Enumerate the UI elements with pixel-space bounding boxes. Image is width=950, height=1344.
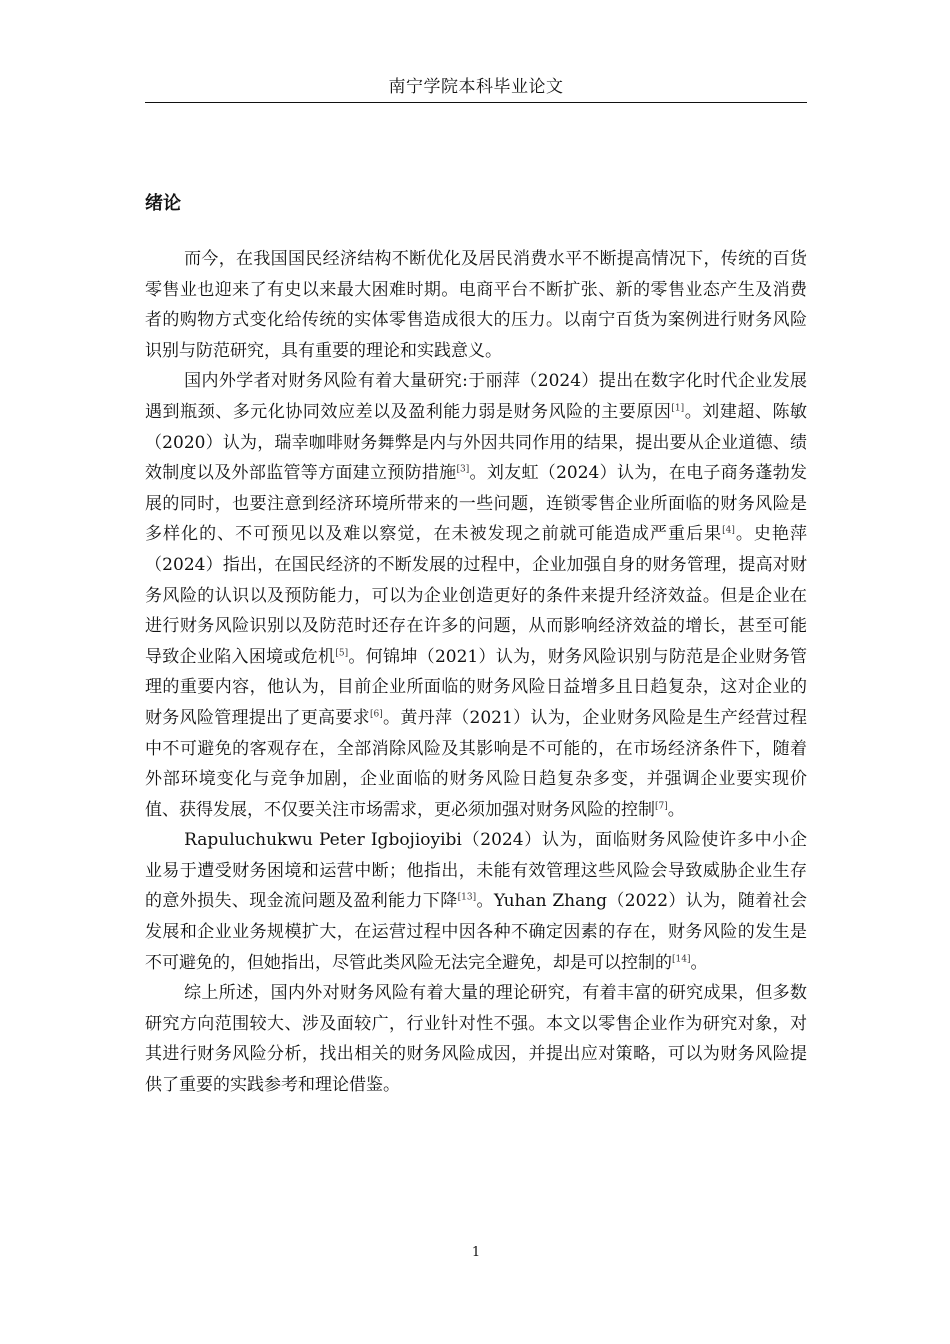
paragraph-text: 。刘建超、陈敏（2020）认为，瑞幸咖啡财务舞弊是内与外因共同作用的结果，提出要从企业道德、绩效制度以及外部监管等方面建立预防措施 [145, 401, 808, 484]
paragraph-text: Rapuluchukwu Peter Igbojioyibi（2024）认为，面临财务风险使许多中小企业易于遭受财务困境和运营中断；他指出，未能有效管理这些风险会导致威胁企业生存的意外损失、现金流问题及盈利能力下降 [145, 830, 807, 912]
citation-ref: [6] [369, 709, 383, 720]
paragraph-text: 。史艳萍（2024）指出，在国民经济的不断发展的过程中，企业加强自身的财务管理，提高对财务风险的认识以及预防能力，可以为企业创造更好的条件来提升经济效益。但是企业在进行财务风险识别以及防范时还存在许多的问题，从而影响经济效益的增长，甚至可能导致企业陷入困境或危机 [145, 524, 807, 667]
section-heading: 绪论 [145, 193, 181, 214]
paragraph-text: 。黄丹萍（2021）认为，企业财务风险是生产经营过程中不可避免的客观存在，全部消除风险及其影响是不可能的，在市场经济条件下，随着外部环境变化与竞争加剧，企业面临的财务风险日趋复杂多变，并强调企业要实现价值、获得发展，不仅要关注市场需求，更必须加强对财务风险的控制 [145, 707, 807, 820]
paragraph-intro [145, 244, 807, 366]
citation-ref: [13] [457, 892, 477, 903]
paragraph-text: 综上所述，国内外对财务风险有着大量的理论研究，有着丰富的研究成果，但多数研究方向范围较大、涉及面较广，行业针对性不强。本文以零售企业作为研究对象，对其进行财务风险分析，找出相关的财务风险成因，并提出应对策略，可以为财务风险提供了重要的实践参考和理论借鉴。 [145, 983, 807, 1096]
page-header-title: 南宁学院本科毕业论文 [388, 77, 564, 97]
citation-ref: [1] [671, 403, 685, 414]
paragraph-text: 。Yuhan Zhang（2022）认为，随着社会发展和企业业务规模扩大，在运营过程中因各种不确定因素的存在，财务风险的发生是不可避免的，但她指出，尽管此类风险无法完全避免，却是可以控制的 [145, 891, 808, 973]
header-divider [145, 102, 807, 103]
paragraph-text: 。 [690, 952, 708, 973]
paragraph-text: 。 [667, 799, 685, 820]
paragraph-literature-foreign [145, 825, 807, 978]
citation-ref: [3] [456, 464, 470, 475]
paragraph-text: 国内外学者对财务风险有着大量研究:于丽萍（2024）提出在数字化时代企业发展遇到瓶颈、多元化协同效应差以及盈利能力弱是财务风险的主要原因 [145, 371, 807, 422]
paragraph-text: 。刘友虹（2024）认为，在电子商务蓬勃发展的同时，也要注意到经济环境所带来的一些问题，连锁零售企业所面临的财务风险是多样化的、不可预见以及难以察觉，在未被发现之前就可能造成严重后果 [145, 463, 808, 545]
paragraph-text: 而今，在我国国民经济结构不断优化及居民消费水平不断提高情况下，传统的百货零售业也迎来了有史以来最大困难时期。电商平台不断扩张、新的零售业态产生及消费者的购物方式变化给传统的实体零售造成很大的压力。以南宁百货为案例进行财务风险识别与防范研究，具有重要的理论和实践意义。 [145, 249, 807, 361]
body-text [145, 244, 807, 1101]
citation-ref: [14] [672, 954, 691, 964]
paragraph-summary [145, 978, 807, 1100]
page-number: 1 [471, 1245, 481, 1260]
citation-ref: [5] [335, 648, 349, 659]
citation-ref: [7] [655, 801, 668, 812]
paragraph-literature-domestic [145, 366, 807, 825]
paragraph-text: 。何锦坤（2021）认为，财务风险识别与防范是企业财务管理的重要内容，他认为，目前企业所面临的财务风险日益增多且日趋复杂，这对企业的财务风险管理提出了更高要求 [145, 646, 808, 728]
citation-ref: [4] [722, 525, 735, 536]
